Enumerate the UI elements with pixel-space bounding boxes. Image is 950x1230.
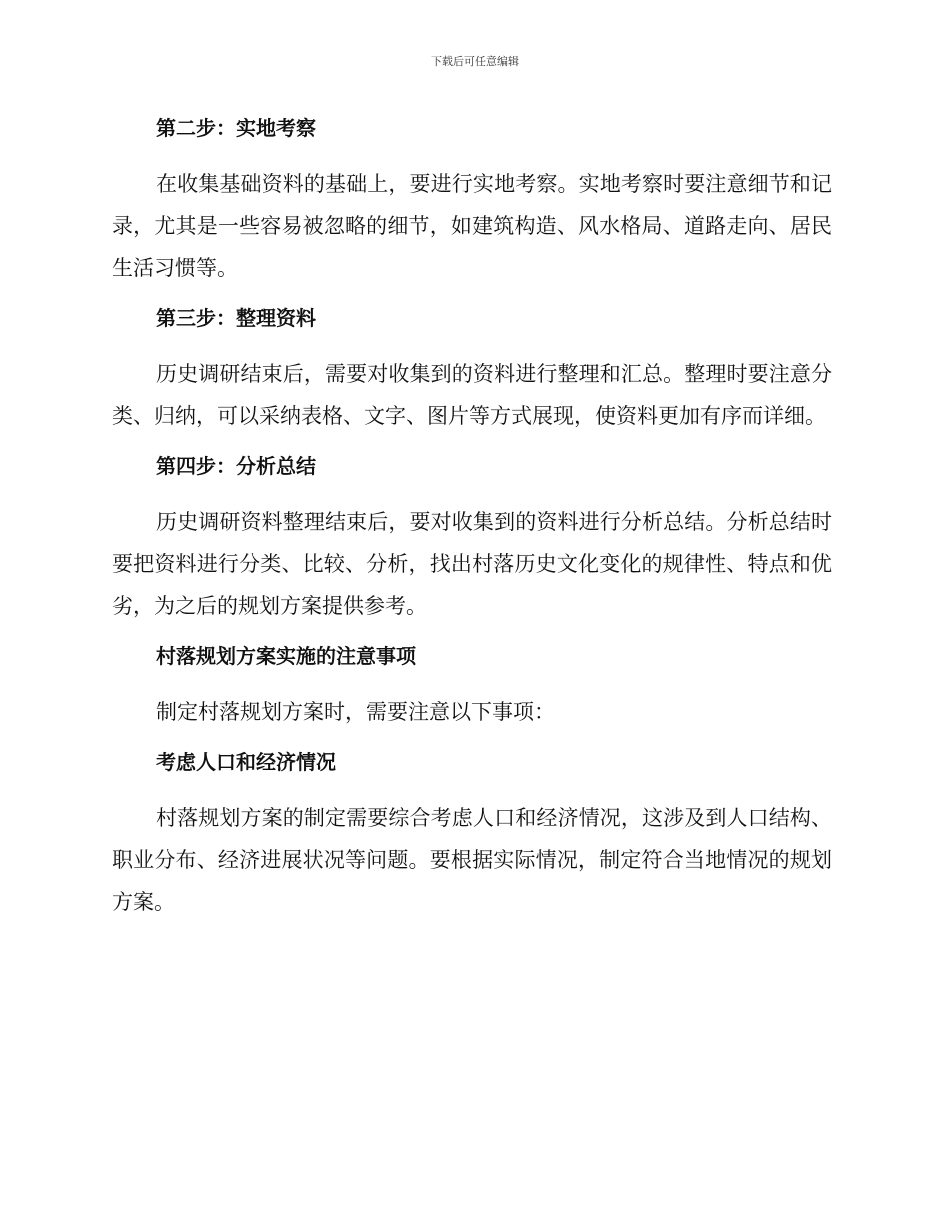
section-paragraph-step-two: 在收集基础资料的基础上，要进行实地考察。实地考察时要注意细节和记录，尤其是一些容易被忽略的细节，如建筑构造、风水格局、道路走向、居民生活习惯等。 bbox=[112, 172, 832, 280]
page-header-note: 下载后可任意编辑 bbox=[431, 55, 519, 68]
section-heading-step-four: 第四步：分析总结 bbox=[156, 454, 316, 478]
section-paragraph-notes: 制定村落规划方案时，需要注意以下事项： bbox=[156, 700, 555, 724]
section-paragraph-step-four: 历史调研资料整理结束后，要对收集到的资料进行分析总结。分析总结时要把资料进行分类、比较、分析，找出村落历史文化变化的规律性、特点和优劣，为之后的规划方案提供参考。 bbox=[112, 510, 832, 618]
section-paragraph-step-three: 历史调研结束后，需要对收集到的资料进行整理和汇总。整理时要注意分类、归纳，可以采纳表格、文字、图片等方式展现，使资料更加有序而详细。 bbox=[112, 362, 832, 428]
section-heading-notes: 村落规划方案实施的注意事项 bbox=[156, 644, 416, 668]
section-paragraph-population-economy: 村落规划方案的制定需要综合考虑人口和经济情况，这涉及到人口结构、职业分布、经济进展状况等问题。要根据实际情况，制定符合当地情况的规划方案。 bbox=[112, 806, 832, 914]
section-heading-population-economy: 考虑人口和经济情况 bbox=[156, 750, 336, 774]
section-heading-step-three: 第三步：整理资料 bbox=[156, 306, 316, 330]
document-body bbox=[112, 108, 832, 932]
section-heading-step-two: 第二步：实地考察 bbox=[156, 116, 316, 140]
